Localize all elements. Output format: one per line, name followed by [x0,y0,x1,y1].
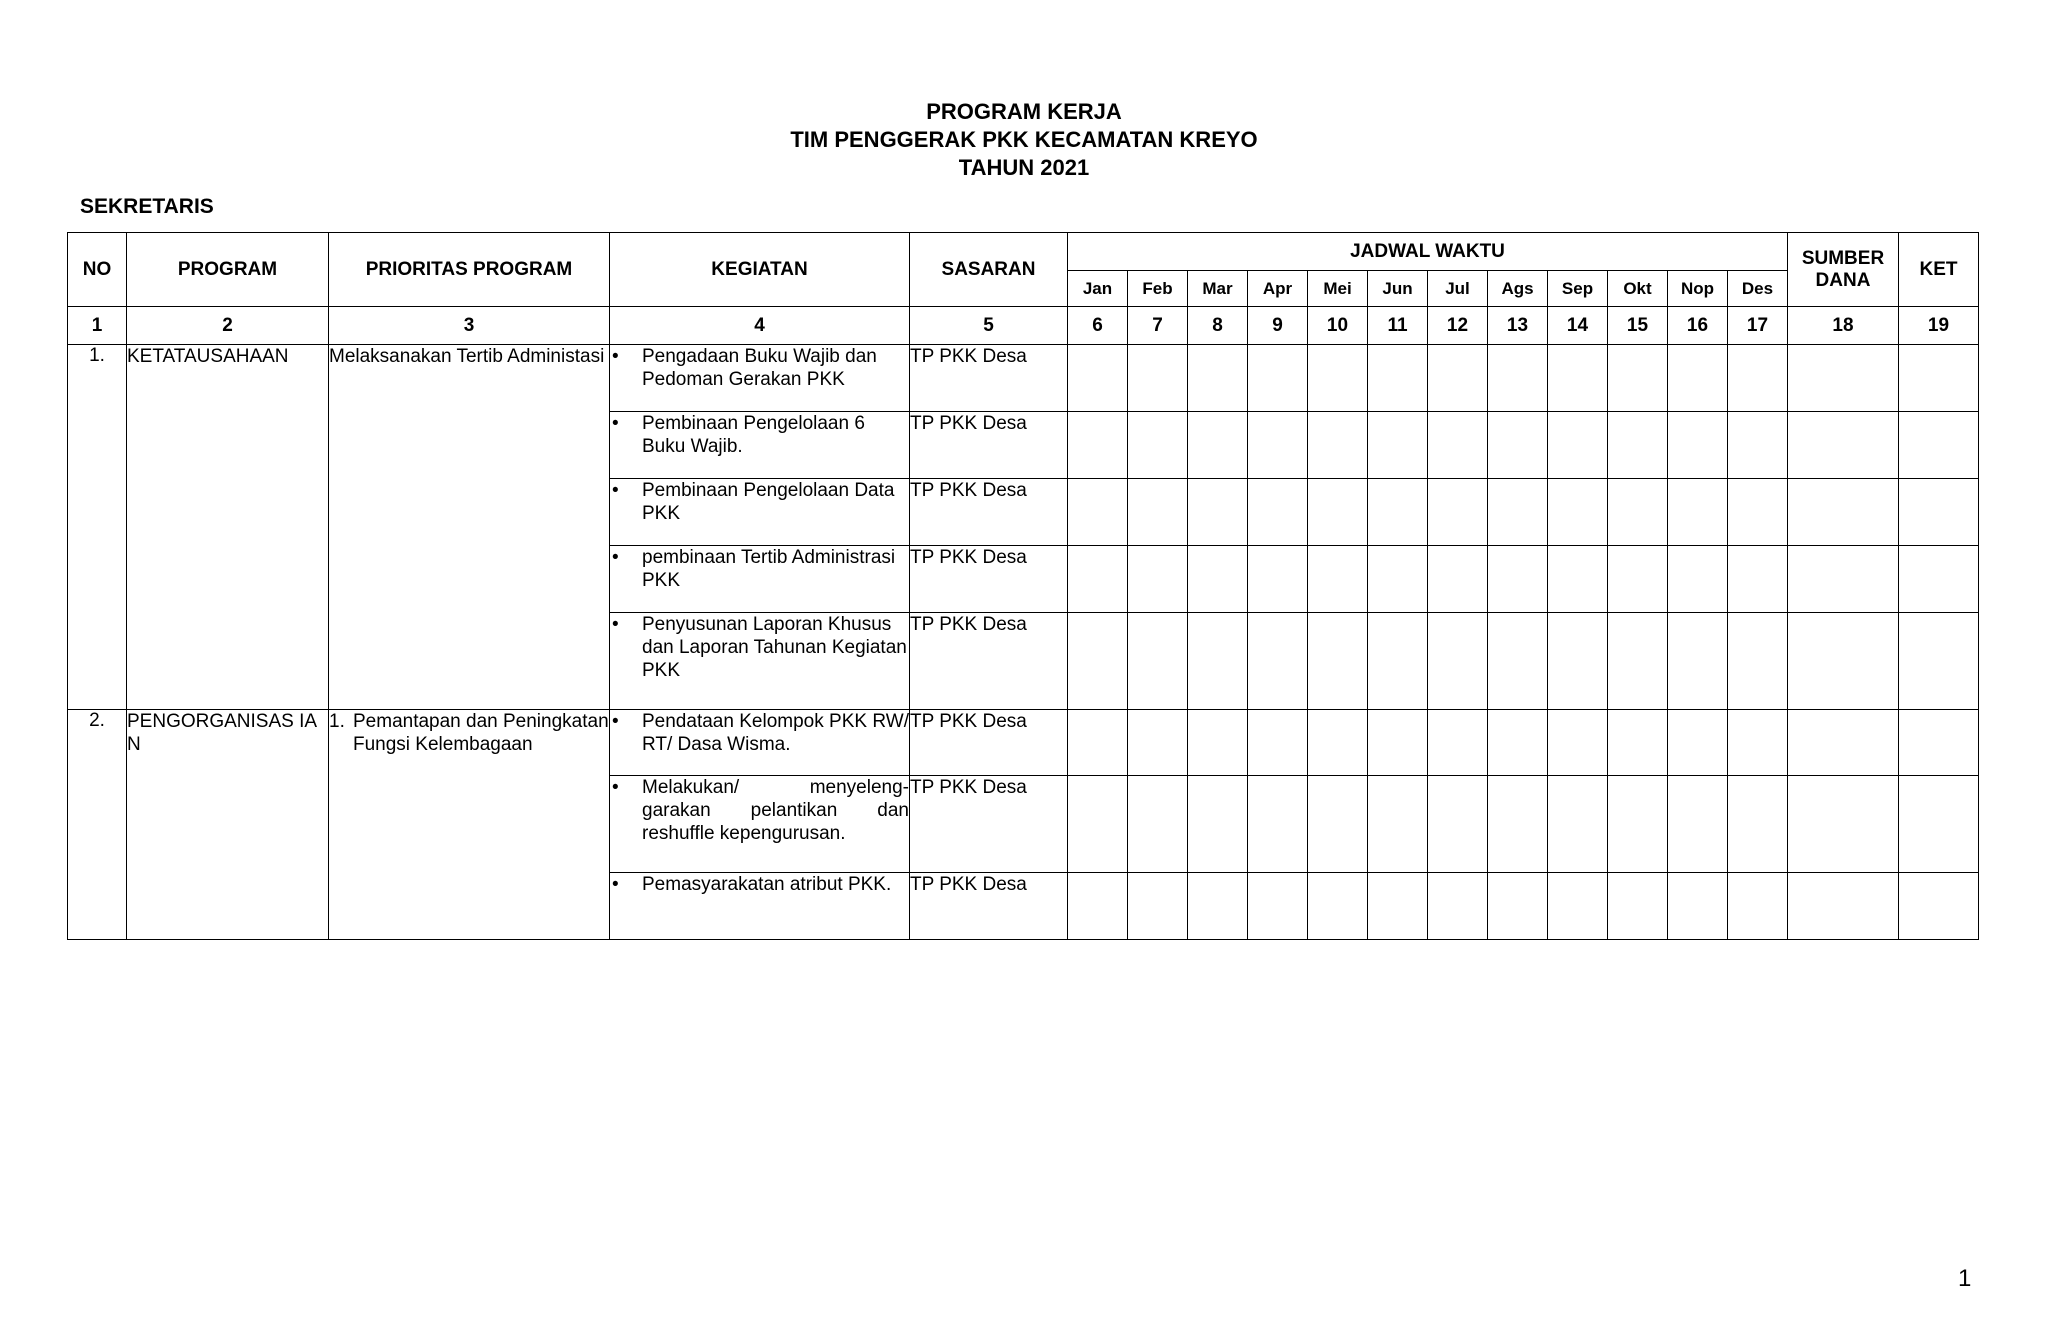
bullet-icon: • [612,346,619,367]
month-header-nop: Nop [1668,271,1728,307]
schedule-cell-mar [1188,412,1248,479]
cell-sasaran: TP PKK Desa [910,613,1068,710]
kegiatan-text: Pemasyarakatan atribut PKK. [642,874,892,895]
kegiatan-text: Pembinaan Pengelolaan Data PKK [642,480,895,524]
cell-sumber-dana [1788,345,1899,412]
schedule-cell-okt [1608,613,1668,710]
schedule-cell-jul [1428,345,1488,412]
schedule-cell-sep [1548,776,1608,873]
table-row [68,710,1979,776]
schedule-cell-mei [1308,479,1368,546]
schedule-cell-des [1728,776,1788,873]
prioritas-text: Melaksanakan Tertib Administasi [329,346,605,367]
bullet-icon: • [612,614,619,635]
schedule-cell-feb [1128,546,1188,613]
schedule-cell-jul [1428,873,1488,940]
schedule-cell-sep [1548,710,1608,776]
schedule-cell-mar [1188,479,1248,546]
cell-sasaran: TP PKK Desa [910,546,1068,613]
column-number: 18 [1788,307,1899,345]
schedule-cell-jan [1068,710,1128,776]
column-number: 13 [1488,307,1548,345]
page-number: 1 [1958,1265,1972,1292]
cell-sasaran: TP PKK Desa [910,412,1068,479]
schedule-cell-jul [1428,412,1488,479]
schedule-cell-des [1728,613,1788,710]
schedule-cell-des [1728,412,1788,479]
schedule-cell-jan [1068,412,1128,479]
schedule-cell-mei [1308,710,1368,776]
schedule-cell-mar [1188,710,1248,776]
kegiatan-bullet-item [610,776,909,845]
kegiatan-bullet-item [610,412,909,458]
schedule-cell-nop [1668,613,1728,710]
schedule-cell-apr [1248,412,1308,479]
month-header-feb: Feb [1128,271,1188,307]
column-number: 6 [1068,307,1128,345]
schedule-cell-sep [1548,613,1608,710]
cell-ket [1899,479,1979,546]
work-program-table [67,232,1979,940]
schedule-cell-okt [1608,873,1668,940]
bullet-icon: • [612,480,619,501]
schedule-cell-sep [1548,479,1608,546]
column-number: 10 [1308,307,1368,345]
cell-sasaran: TP PKK Desa [910,776,1068,873]
schedule-cell-jan [1068,345,1128,412]
month-header-des: Des [1728,271,1788,307]
kegiatan-bullet-item [610,345,909,391]
schedule-cell-jun [1368,776,1428,873]
schedule-cell-jun [1368,613,1428,710]
bullet-icon: • [612,874,619,895]
cell-ket [1899,345,1979,412]
kegiatan-bullet-item [610,873,909,896]
cell-sasaran: TP PKK Desa [910,345,1068,412]
cell-kegiatan [610,613,910,710]
kegiatan-text: Pendataan Kelompok PKK RW/ RT/ Dasa Wisma. [642,711,909,755]
schedule-cell-jul [1428,546,1488,613]
schedule-cell-mei [1308,873,1368,940]
schedule-cell-mei [1308,345,1368,412]
schedule-cell-okt [1608,546,1668,613]
schedule-cell-des [1728,873,1788,940]
column-number: 8 [1188,307,1248,345]
month-header-jun: Jun [1368,271,1428,307]
kegiatan-bullet-item [610,710,909,756]
schedule-cell-okt [1608,412,1668,479]
schedule-cell-apr [1248,710,1308,776]
cell-sumber-dana [1788,710,1899,776]
schedule-cell-mei [1308,546,1368,613]
column-number: 19 [1899,307,1979,345]
schedule-cell-jan [1068,479,1128,546]
bullet-icon: • [612,547,619,568]
title-line-2: TIM PENGGERAK PKK KECAMATAN KREYO [790,127,1258,152]
column-number: 11 [1368,307,1428,345]
month-header-jul: Jul [1428,271,1488,307]
schedule-cell-mar [1188,776,1248,873]
cell-no: 2. [68,710,127,940]
schedule-cell-apr [1248,479,1308,546]
table-body [68,345,1979,940]
schedule-cell-nop [1668,710,1728,776]
schedule-cell-des [1728,479,1788,546]
month-header-mei: Mei [1308,271,1368,307]
kegiatan-bullet-item [610,613,909,682]
cell-program: PENGORGANISAS IAN [127,710,329,940]
cell-ket [1899,546,1979,613]
cell-sumber-dana [1788,412,1899,479]
kegiatan-text: Pembinaan Pengelolaan 6 Buku Wajib. [642,413,865,457]
schedule-cell-jun [1368,479,1428,546]
kegiatan-bullet-item [610,546,909,592]
bullet-icon: • [612,777,619,798]
schedule-cell-des [1728,345,1788,412]
schedule-cell-ags [1488,479,1548,546]
schedule-cell-ags [1488,776,1548,873]
header-sumber-dana [1788,233,1899,307]
header-ket: KET [1899,233,1979,307]
schedule-cell-jun [1368,345,1428,412]
schedule-cell-jan [1068,873,1128,940]
month-header-mar: Mar [1188,271,1248,307]
schedule-cell-apr [1248,345,1308,412]
schedule-cell-sep [1548,873,1608,940]
schedule-cell-mei [1308,776,1368,873]
schedule-cell-nop [1668,546,1728,613]
schedule-cell-feb [1128,776,1188,873]
cell-sasaran: TP PKK Desa [910,710,1068,776]
cell-ket [1899,412,1979,479]
schedule-cell-mar [1188,546,1248,613]
schedule-cell-apr [1248,546,1308,613]
schedule-cell-nop [1668,479,1728,546]
schedule-cell-ags [1488,873,1548,940]
schedule-cell-mei [1308,412,1368,479]
schedule-cell-mar [1188,873,1248,940]
schedule-cell-jul [1428,613,1488,710]
schedule-cell-des [1728,546,1788,613]
column-number: 3 [329,307,610,345]
kegiatan-bullet-item [610,479,909,525]
cell-kegiatan [610,546,910,613]
schedule-cell-nop [1668,345,1728,412]
schedule-cell-jun [1368,873,1428,940]
header-jadwal-waktu: JADWAL WAKTU [1068,233,1788,271]
prioritas-text: Pemantapan dan Peningkatan Fungsi Kelembagaan [353,711,609,755]
header-sumber-line2: DANA [1815,269,1871,291]
cell-sumber-dana [1788,873,1899,940]
column-number: 4 [610,307,910,345]
cell-sumber-dana [1788,613,1899,710]
header-sasaran: SASARAN [910,233,1068,307]
schedule-cell-mar [1188,613,1248,710]
schedule-cell-jul [1428,776,1488,873]
header-kegiatan: KEGIATAN [610,233,910,307]
cell-kegiatan [610,710,910,776]
header-sumber-line1: SUMBER [1801,247,1885,269]
schedule-cell-ags [1488,546,1548,613]
month-header-okt: Okt [1608,271,1668,307]
schedule-cell-jun [1368,546,1428,613]
header-prioritas: PRIORITAS PROGRAM [329,233,610,307]
month-header-ags: Ags [1488,271,1548,307]
schedule-cell-jan [1068,546,1128,613]
schedule-cell-apr [1248,613,1308,710]
schedule-cell-apr [1248,776,1308,873]
cell-sasaran: TP PKK Desa [910,479,1068,546]
schedule-cell-jan [1068,613,1128,710]
schedule-cell-feb [1128,613,1188,710]
column-number: 12 [1428,307,1488,345]
schedule-cell-jan [1068,776,1128,873]
schedule-cell-ags [1488,412,1548,479]
schedule-cell-feb [1128,412,1188,479]
cell-sumber-dana [1788,546,1899,613]
kegiatan-text: pembinaan Tertib Administrasi PKK [642,547,896,591]
kegiatan-text: Penyusunan Laporan Khusus dan Laporan Tahunan Kegiatan PKK [642,614,907,681]
month-header-sep: Sep [1548,271,1608,307]
cell-program: KETATAUSAHAAN [127,345,329,710]
schedule-cell-okt [1608,345,1668,412]
schedule-cell-feb [1128,479,1188,546]
cell-ket [1899,710,1979,776]
bullet-icon: • [612,711,619,732]
table-row [68,345,1979,412]
cell-ket [1899,873,1979,940]
cell-sasaran: TP PKK Desa [910,873,1068,940]
column-number: 7 [1128,307,1188,345]
column-number: 14 [1548,307,1608,345]
schedule-cell-feb [1128,345,1188,412]
schedule-cell-apr [1248,873,1308,940]
column-number: 15 [1608,307,1668,345]
title-line-3: TAHUN 2021 [958,155,1090,180]
column-number: 1 [68,307,127,345]
schedule-cell-jul [1428,710,1488,776]
column-number: 16 [1668,307,1728,345]
cell-ket [1899,776,1979,873]
schedule-cell-mar [1188,345,1248,412]
cell-sumber-dana [1788,776,1899,873]
column-number: 9 [1248,307,1308,345]
cell-prioritas [329,710,610,940]
schedule-cell-okt [1608,776,1668,873]
cell-kegiatan [610,412,910,479]
month-header-apr: Apr [1248,271,1308,307]
prioritas-numbered-item [329,710,609,756]
schedule-cell-jul [1428,479,1488,546]
schedule-cell-nop [1668,873,1728,940]
header-no: NO [68,233,127,307]
cell-kegiatan [610,776,910,873]
bullet-icon: • [612,413,619,434]
cell-sumber-dana [1788,479,1899,546]
schedule-cell-feb [1128,710,1188,776]
schedule-cell-ags [1488,710,1548,776]
schedule-cell-ags [1488,613,1548,710]
schedule-cell-nop [1668,412,1728,479]
header-program: PROGRAM [127,233,329,307]
schedule-cell-okt [1608,479,1668,546]
column-number-row [68,307,1979,345]
column-number: 17 [1728,307,1788,345]
schedule-cell-ags [1488,345,1548,412]
cell-ket [1899,613,1979,710]
schedule-cell-nop [1668,776,1728,873]
schedule-cell-mei [1308,613,1368,710]
schedule-cell-des [1728,710,1788,776]
schedule-cell-sep [1548,546,1608,613]
kegiatan-text: Pengadaan Buku Wajib dan Pedoman Gerakan PKK [642,346,877,390]
cell-prioritas [329,345,610,710]
schedule-cell-jun [1368,412,1428,479]
cell-kegiatan [610,345,910,412]
cell-no: 1. [68,345,127,710]
document-title [0,98,2048,182]
schedule-cell-sep [1548,412,1608,479]
cell-kegiatan [610,873,910,940]
column-number: 2 [127,307,329,345]
column-number: 5 [910,307,1068,345]
schedule-cell-feb [1128,873,1188,940]
schedule-cell-sep [1548,345,1608,412]
schedule-cell-jun [1368,710,1428,776]
month-header-jan: Jan [1068,271,1128,307]
title-line-1: PROGRAM KERJA [926,99,1122,124]
kegiatan-text: Melakukan/ menyeleng-garakan pelantikan dan reshuffle kepengurusan. [642,777,909,844]
cell-kegiatan [610,479,910,546]
schedule-cell-okt [1608,710,1668,776]
section-label: SEKRETARIS [80,195,214,218]
prioritas-number: 1. [329,711,345,732]
